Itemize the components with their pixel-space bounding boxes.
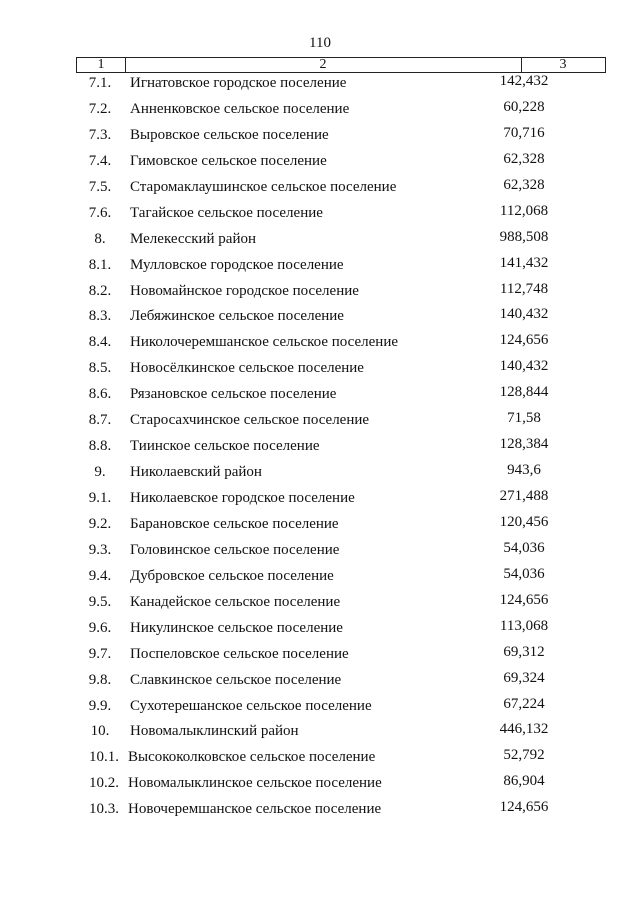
row-value: 67,224 bbox=[503, 695, 545, 712]
table-row bbox=[0, 773, 640, 799]
row-value: 141,432 bbox=[499, 254, 549, 271]
row-number: 8.2. bbox=[88, 282, 112, 299]
row-value: 142,432 bbox=[499, 73, 549, 89]
row-name: Поспеловское сельское поселение bbox=[130, 645, 349, 662]
row-number: 9.2. bbox=[88, 515, 112, 532]
table-row bbox=[0, 358, 640, 384]
row-value: 113,068 bbox=[499, 617, 549, 634]
table-row bbox=[0, 644, 640, 670]
row-name: Новомалыклинское сельское поселение bbox=[128, 775, 382, 792]
row-number: 8.4. bbox=[88, 334, 112, 351]
row-value: 988,508 bbox=[499, 228, 549, 245]
row-name: Николаевское городское поселение bbox=[130, 490, 355, 506]
row-value: 124,656 bbox=[499, 591, 549, 608]
table-row bbox=[0, 99, 640, 125]
row-value: 943,6 bbox=[507, 462, 541, 479]
row-name: Тагайское сельское поселение bbox=[130, 204, 323, 221]
table-row bbox=[0, 566, 640, 592]
table-row bbox=[0, 721, 640, 747]
row-value: 271,488 bbox=[499, 488, 549, 504]
row-name: Выровское сельское поселение bbox=[130, 126, 329, 143]
row-value: 140,432 bbox=[499, 306, 549, 323]
row-value: 124,656 bbox=[499, 332, 549, 349]
row-value: 70,716 bbox=[503, 124, 545, 141]
row-name: Николаевский район bbox=[130, 464, 262, 481]
table-row bbox=[0, 592, 640, 618]
table-row bbox=[0, 696, 640, 722]
table-row bbox=[0, 488, 640, 514]
row-value: 128,844 bbox=[499, 384, 549, 401]
row-value: 60,228 bbox=[503, 98, 545, 115]
row-number: 8. bbox=[94, 230, 106, 247]
table-body bbox=[0, 73, 640, 825]
row-name: Старосахчинское сельское поселение bbox=[130, 412, 370, 429]
row-number: 9.1. bbox=[88, 490, 112, 506]
row-value: 128,384 bbox=[499, 436, 549, 453]
row-name: Высококолковское сельское поселение bbox=[128, 749, 376, 766]
table-row bbox=[0, 384, 640, 410]
row-name: Барановское сельское поселение bbox=[130, 515, 339, 532]
row-value: 62,328 bbox=[503, 150, 545, 167]
row-number: 9. bbox=[94, 464, 106, 481]
table-row bbox=[0, 670, 640, 696]
row-number: 8.3. bbox=[88, 308, 112, 325]
row-number: 10.3. bbox=[89, 801, 119, 818]
row-name: Игнатовское городское поселение bbox=[130, 75, 347, 91]
row-value: 112,748 bbox=[499, 280, 549, 297]
row-number: 8.1. bbox=[88, 256, 112, 273]
row-number: 9.7. bbox=[88, 645, 112, 662]
row-name: Новомайнское городское поселение bbox=[130, 282, 359, 299]
table-row bbox=[0, 436, 640, 462]
row-number: 9.4. bbox=[88, 567, 112, 584]
row-name: Головинское сельское поселение bbox=[130, 541, 340, 558]
row-value: 71,58 bbox=[507, 410, 541, 427]
header-col-2: 2 bbox=[125, 58, 522, 72]
table-row bbox=[0, 203, 640, 229]
row-name: Сухотерешанское сельское поселение bbox=[130, 697, 372, 714]
row-number: 9.6. bbox=[88, 619, 112, 636]
row-name: Новомалыклинский район bbox=[130, 723, 299, 740]
row-value: 54,036 bbox=[503, 539, 545, 556]
row-value: 112,068 bbox=[499, 202, 549, 219]
row-value: 69,312 bbox=[503, 643, 545, 660]
row-number: 9.8. bbox=[88, 671, 112, 688]
row-number: 7.2. bbox=[88, 100, 112, 117]
table-row bbox=[0, 799, 640, 825]
row-name: Лебяжинское сельское поселение bbox=[130, 308, 344, 325]
row-name: Мулловское городское поселение bbox=[130, 256, 344, 273]
table-row bbox=[0, 747, 640, 773]
row-value: 446,132 bbox=[499, 721, 549, 738]
table-row bbox=[0, 462, 640, 488]
row-value: 69,324 bbox=[503, 669, 545, 686]
table-row bbox=[0, 306, 640, 332]
row-number: 7.4. bbox=[88, 152, 112, 169]
row-value: 62,328 bbox=[503, 176, 545, 193]
row-number: 7.5. bbox=[88, 178, 112, 195]
table-row bbox=[0, 332, 640, 358]
table-row bbox=[0, 618, 640, 644]
row-number: 9.3. bbox=[88, 541, 112, 558]
row-value: 120,456 bbox=[499, 513, 549, 530]
row-number: 10.2. bbox=[89, 775, 119, 792]
row-name: Дубровское сельское поселение bbox=[130, 567, 334, 584]
page-number: 110 bbox=[309, 35, 331, 51]
row-name: Старомаклаушинское сельское поселение bbox=[130, 178, 397, 195]
row-number: 8.7. bbox=[88, 412, 112, 429]
row-name: Новочеремшанское сельское поселение bbox=[128, 801, 382, 818]
row-number: 7.3. bbox=[88, 126, 112, 143]
table-row bbox=[0, 514, 640, 540]
row-number: 7.6. bbox=[88, 204, 112, 221]
table-row bbox=[0, 410, 640, 436]
row-name: Анненковское сельское поселение bbox=[130, 100, 350, 117]
row-name: Гимовское сельское поселение bbox=[130, 152, 327, 169]
row-value: 54,036 bbox=[503, 565, 545, 582]
table-row bbox=[0, 255, 640, 281]
row-name: Рязановское сельское поселение bbox=[130, 386, 337, 403]
row-value: 86,904 bbox=[503, 773, 545, 790]
table-row bbox=[0, 125, 640, 151]
row-number: 10. bbox=[90, 723, 110, 740]
table-row bbox=[0, 151, 640, 177]
row-value: 124,656 bbox=[499, 799, 549, 816]
row-name: Тиинское сельское поселение bbox=[130, 438, 320, 455]
table-row bbox=[0, 540, 640, 566]
row-number: 8.6. bbox=[88, 386, 112, 403]
header-col-3: 3 bbox=[559, 57, 567, 72]
row-number: 9.5. bbox=[88, 593, 112, 610]
row-number: 8.8. bbox=[88, 438, 112, 455]
row-number: 8.5. bbox=[88, 360, 112, 377]
row-number: 9.9. bbox=[88, 697, 112, 714]
table-row bbox=[0, 177, 640, 203]
row-name: Мелекесский район bbox=[130, 230, 257, 247]
row-number: 10.1. bbox=[89, 749, 119, 766]
row-value: 52,792 bbox=[503, 747, 545, 764]
row-number: 7.1. bbox=[88, 75, 112, 91]
row-name: Никулинское сельское поселение bbox=[130, 619, 343, 636]
row-value: 140,432 bbox=[499, 358, 549, 375]
row-name: Канадейское сельское поселение bbox=[130, 593, 341, 610]
table-row bbox=[0, 73, 640, 99]
row-name: Новосёлкинское сельское поселение bbox=[130, 360, 364, 377]
header-col-1: 1 bbox=[77, 58, 126, 72]
table-row bbox=[0, 229, 640, 255]
row-name: Николочеремшанское сельское поселение bbox=[130, 334, 399, 351]
table-header bbox=[76, 57, 606, 73]
table-row bbox=[0, 281, 640, 307]
row-name: Славкинское сельское поселение bbox=[130, 671, 342, 688]
